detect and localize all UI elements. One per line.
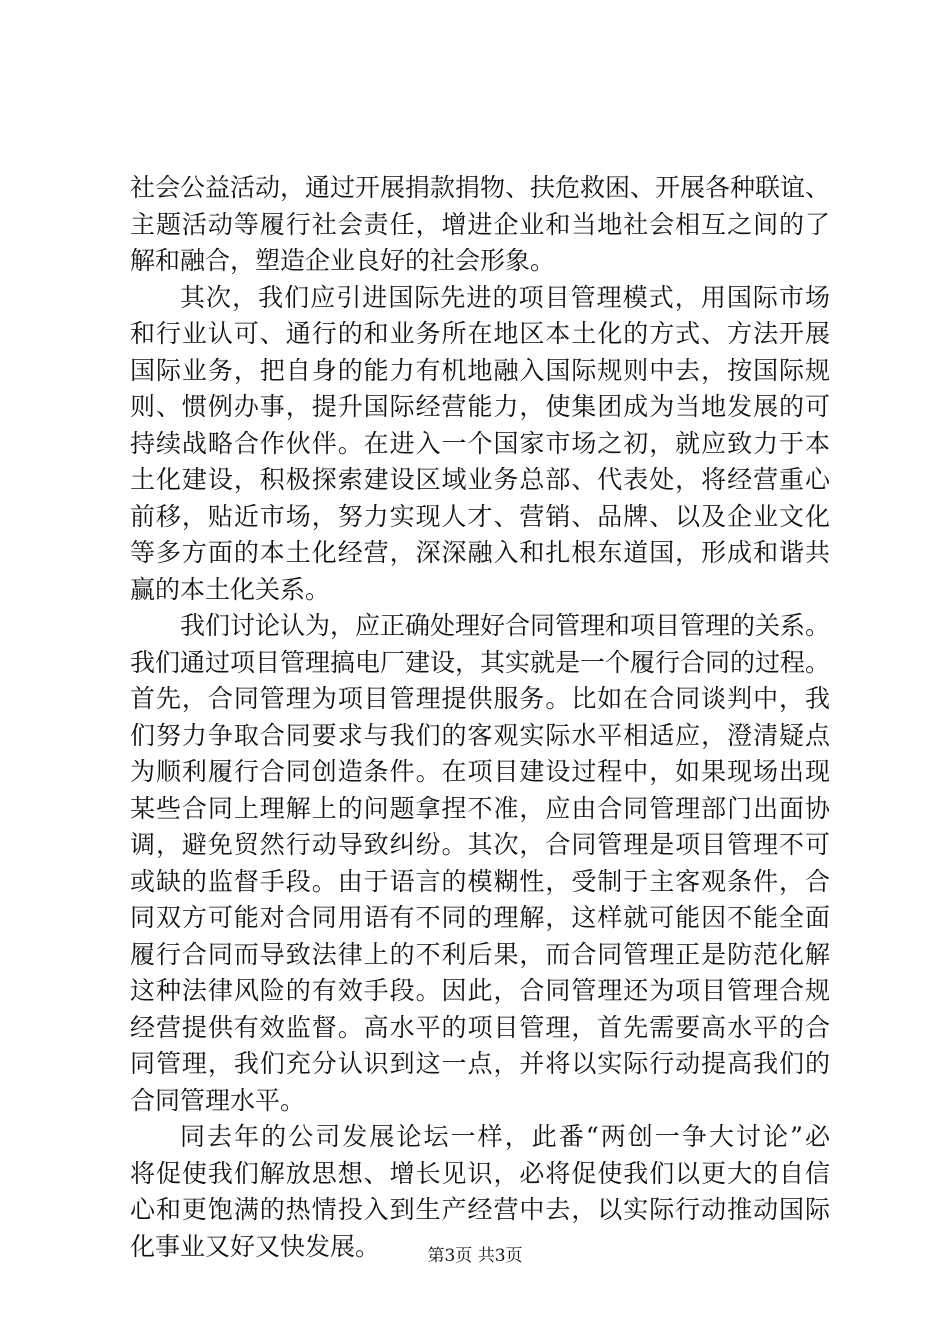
paragraph-line: 前移，贴近市场，努力实现人才、营销、品牌、以及企业文化 [130, 501, 830, 531]
paragraph-line: 赢的本土化关系。 [130, 574, 331, 604]
paragraph-line: 等多方面的本土化经营，深深融入和扎根东道国，形成和谐共 [130, 538, 830, 567]
paragraph-line: 我们讨论认为，应正确处理好合同管理和项目管理的关系。 [180, 611, 831, 640]
paragraph-line: 化事业又好又快发展。 [130, 1231, 381, 1261]
paragraph-line: 持续战略合作伙伴。在进入一个国家市场之初，就应致力于本 [130, 428, 830, 458]
paragraph-line: 和行业认可、通行的和业务所在地区本土化的方式、方法开展 [130, 319, 830, 348]
paragraph-line: 其次，我们应引进国际先进的项目管理模式，用国际市场 [180, 282, 830, 312]
paragraph-line: 土化建设，积极探索建设区域业务总部、代表处，将经营重心 [130, 465, 830, 494]
page-footer [0, 1244, 950, 1268]
page-number: 第3页 共3页 [427, 1246, 523, 1266]
paragraph-line: 某些合同上理解上的问题拿捏不准，应由合同管理部门出面协 [130, 793, 830, 823]
paragraph-line: 同双方可能对合同用语有不同的理解，这样就可能因不能全面 [130, 903, 830, 932]
paragraph-line: 则、惯例办事，提升国际经营能力，使集团成为当地发展的可 [130, 392, 830, 421]
paragraph-line: 同管理，我们充分认识到这一点，并将以实际行动提高我们的 [130, 1049, 830, 1078]
paragraph-line: 国际业务，把自身的能力有机地融入国际规则中去，按国际规 [130, 355, 830, 385]
paragraph-line: 经营提供有效监督。高水平的项目管理，首先需要高水平的合 [130, 1012, 830, 1042]
paragraph-line: 为顺利履行合同创造条件。在项目建设过程中，如果现场出现 [130, 757, 830, 786]
paragraph-line: 这种法律风险的有效手段。因此，合同管理还为项目管理合规 [130, 976, 830, 1005]
paragraph-line: 同去年的公司发展论坛一样，此番“两创一争大讨论”必 [180, 1122, 830, 1151]
paragraph-line: 履行合同而导致法律上的不利后果，而合同管理正是防范化解 [130, 939, 830, 969]
paragraph-line: 解和融合，塑造企业良好的社会形象。 [130, 246, 556, 275]
paragraph-line: 社会公益活动，通过开展捐款捐物、扶危救困、开展各种联谊、 [130, 173, 831, 202]
paragraph-line: 合同管理水平。 [130, 1085, 306, 1115]
paragraph-line: 们努力争取合同要求与我们的客观实际水平相适应，澄清疑点 [130, 720, 830, 750]
paragraph-line: 调，避免贸然行动导致纠纷。其次，合同管理是项目管理不可 [130, 830, 830, 859]
paragraph-line: 首先，合同管理为项目管理提供服务。比如在合同谈判中，我 [130, 684, 830, 713]
paragraph-line: 心和更饱满的热情投入到生产经营中去，以实际行动推动国际 [130, 1195, 830, 1224]
paragraph-line: 将促使我们解放思想、增长见识，必将促使我们以更大的自信 [130, 1158, 830, 1188]
paragraph-line: 我们通过项目管理搞电厂建设，其实就是一个履行合同的过程。 [130, 647, 831, 677]
document-body [130, 170, 830, 1265]
paragraph-line: 主题活动等履行社会责任，增进企业和当地社会相互之间的了 [130, 209, 830, 239]
paragraph-line: 或缺的监督手段。由于语言的模糊性，受制于主客观条件，合 [130, 866, 830, 896]
